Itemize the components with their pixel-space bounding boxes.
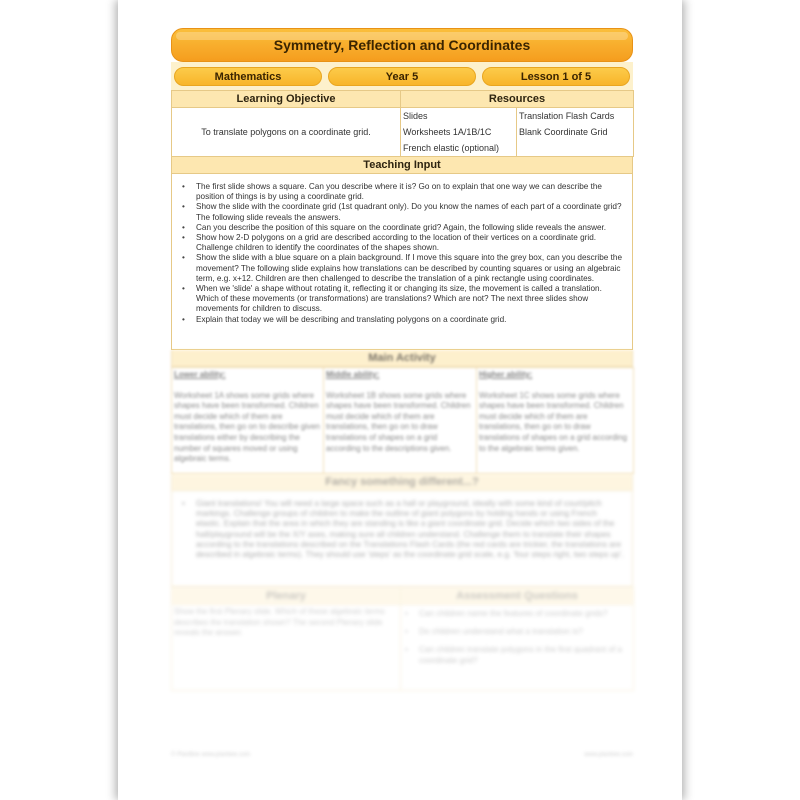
ability-text: Worksheet 1B shows some grids where shapes have been transformed. Children must decide which of them are translations, then go on to draw translations of shapes on a grid according to the descriptions given. (326, 390, 471, 453)
info-band (171, 62, 633, 90)
objective-resources-table (171, 90, 634, 157)
list-item: • Do children understand what a translation is? (403, 627, 631, 637)
page-footer (171, 752, 633, 758)
list-item: • When we 'slide' a shape without rotating it, reflecting it or changing its size, the movement is called a translation. Which of these movements (or transformations) are translations? Which are not? The next three slides show movements for children to discuss. (180, 284, 624, 315)
teaching-input-header: Teaching Input (171, 157, 633, 174)
objective-header: Learning Objective (172, 91, 401, 108)
list-item: • Can children translate polygons in the first quadrant of a coordinate grid? (403, 645, 631, 665)
teaching-input-list (180, 182, 624, 325)
ability-table (171, 367, 634, 474)
list-item: • Giant translations! You will need a large space such as a hall or playground, ideally with some kind of court/pitch markings. Challenge groups of children to make the outline of giant polygons by holding hands or using French elastic. Explain that the area in which they are standing is like a giant coordinate grid. Decide which two sides of the hall/playground will be the X/Y axes, making sure all children understand. Challenge them to translate their shapes according to the translations described on the Translations Flash Cards (the red cards are trickier, the translations are described in algebraic terms). They should use 'steps' as the coordinate grid scale, e.g. 'four steps right, two steps up'. (180, 499, 624, 560)
title-bar (171, 28, 633, 62)
lower-ability-cell (172, 368, 324, 474)
lesson-plan (171, 28, 633, 691)
resources-col-2 (517, 108, 634, 157)
subject-pill: Mathematics (174, 67, 322, 86)
ability-label: Lower ability: (174, 370, 226, 379)
list-item: • Show the slide with a blue square on a plain background. If I move this square into the grey box, can you describe the movement? The following slide explains how translations can be described by counting squares or using an algebraic term, e.g. x+12. Children are then challenged to describe the translation of a pink rectangle using coordinates. (180, 253, 624, 284)
resources-header: Resources (401, 91, 634, 108)
plenary-assessment-table (171, 587, 634, 691)
assessment-header: Assessment Questions (401, 588, 634, 605)
footer-right: www.planbee.com (584, 752, 633, 758)
plenary-header: Plenary (172, 588, 401, 605)
plenary-text: Show the first Plenary slide. Which of these algebraic terms describes the translation shown? The second Plenary slide reveals the answer. (174, 607, 385, 638)
fancy-list (180, 499, 624, 560)
resource-item: French elastic (optional) (403, 143, 500, 153)
main-activity-section (171, 350, 633, 474)
ability-label: Middle ability: (326, 370, 380, 379)
list-item: • The first slide shows a square. Can you describe where it is? Go on to explain that one way we can describe the position of things is by using a coordinate grid. (180, 182, 624, 202)
lesson-pill: Lesson 1 of 5 (482, 67, 630, 86)
footer-left: © PlanBee www.planbee.com (171, 752, 251, 758)
main-activity-header: Main Activity (171, 350, 633, 367)
resource-item: Slides (403, 111, 428, 121)
plenary-cell (172, 605, 401, 691)
list-item: • Can you describe the position of this square on the coordinate grid? Again, the following slide reveals the answer. (180, 223, 624, 233)
resource-item: Translation Flash Cards (519, 111, 615, 121)
ability-text: Worksheet 1C shows some grids where shapes have been transformed. Children must decide which of them are translations, then go on to draw translations of shapes on a grid according to the algebraic terms given. (479, 390, 628, 453)
learning-objective: To translate polygons on a coordinate grid. (172, 108, 401, 157)
middle-ability-cell (324, 368, 477, 474)
teaching-input-box (171, 174, 633, 350)
resource-item: Worksheets 1A/1B/1C (403, 127, 492, 137)
list-item: • Explain that today we will be describing and translating polygons on a coordinate grid. (180, 315, 624, 325)
resources-col-1 (401, 108, 517, 157)
list-item: • Show the slide with the coordinate grid (1st quadrant only). Do you know the names of each part of a coordinate grid? The following slide reveals the answers. (180, 202, 624, 222)
higher-ability-cell (477, 368, 634, 474)
assessment-cell (401, 605, 634, 691)
lesson-plan-page (118, 0, 682, 800)
plenary-assessment-section (171, 587, 633, 691)
fancy-box (171, 491, 633, 587)
ability-text: Worksheet 1A shows some grids where shapes have been transformed. Children must decide which of them are translations, then go on to describe given translations either by describing the number of squares moved or using algebraic terms. (174, 390, 320, 464)
list-item: • Show how 2-D polygons on a grid are described according to the location of their vertices on a coordinate grid. Challenge children to identify the coordinates of the shapes shown. (180, 233, 624, 253)
page-title: Symmetry, Reflection and Coordinates (273, 37, 531, 53)
list-item: • Can children name the features of coordinate grids? (403, 609, 631, 619)
resource-item: Blank Coordinate Grid (519, 127, 608, 137)
fancy-section (171, 474, 633, 587)
fancy-header: Fancy something different...? (171, 474, 633, 491)
assessment-list (403, 609, 631, 666)
year-pill: Year 5 (328, 67, 476, 86)
ability-label: Higher ability: (479, 370, 533, 379)
